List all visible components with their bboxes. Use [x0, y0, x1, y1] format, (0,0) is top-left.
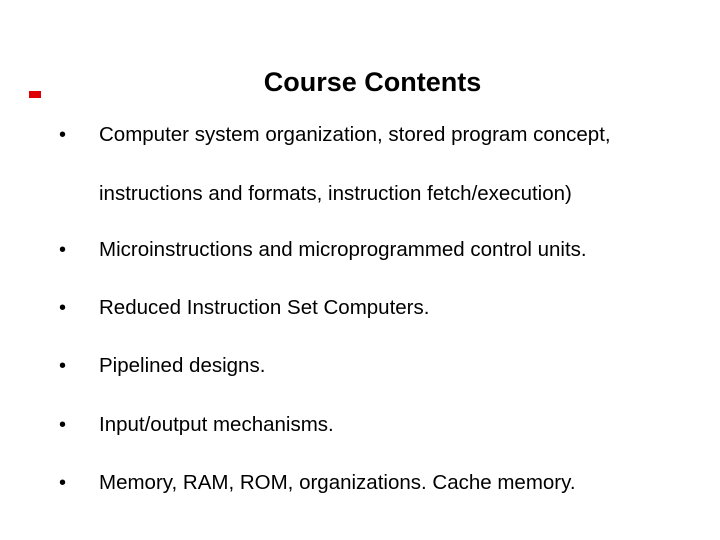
- bullet-icon: •: [59, 124, 67, 146]
- bullet-icon: •: [59, 414, 67, 436]
- bullet-icon: •: [59, 355, 67, 377]
- list-item: Computer system organization, stored program concept,: [99, 123, 611, 146]
- list-item: Memory, RAM, ROM, organizations. Cache memory.: [99, 471, 576, 494]
- list-item-continuation: instructions and formats, instruction fetch/execution): [99, 182, 572, 205]
- list-item: Pipelined designs.: [99, 354, 266, 377]
- list-item: Input/output mechanisms.: [99, 413, 334, 436]
- list-item: Microinstructions and microprogrammed control units.: [99, 238, 587, 261]
- list-item: Reduced Instruction Set Computers.: [99, 296, 430, 319]
- slide-title: Course Contents: [263, 67, 482, 97]
- bullet-icon: •: [59, 239, 67, 261]
- bullet-icon: •: [59, 297, 67, 319]
- bullet-icon: •: [59, 472, 67, 494]
